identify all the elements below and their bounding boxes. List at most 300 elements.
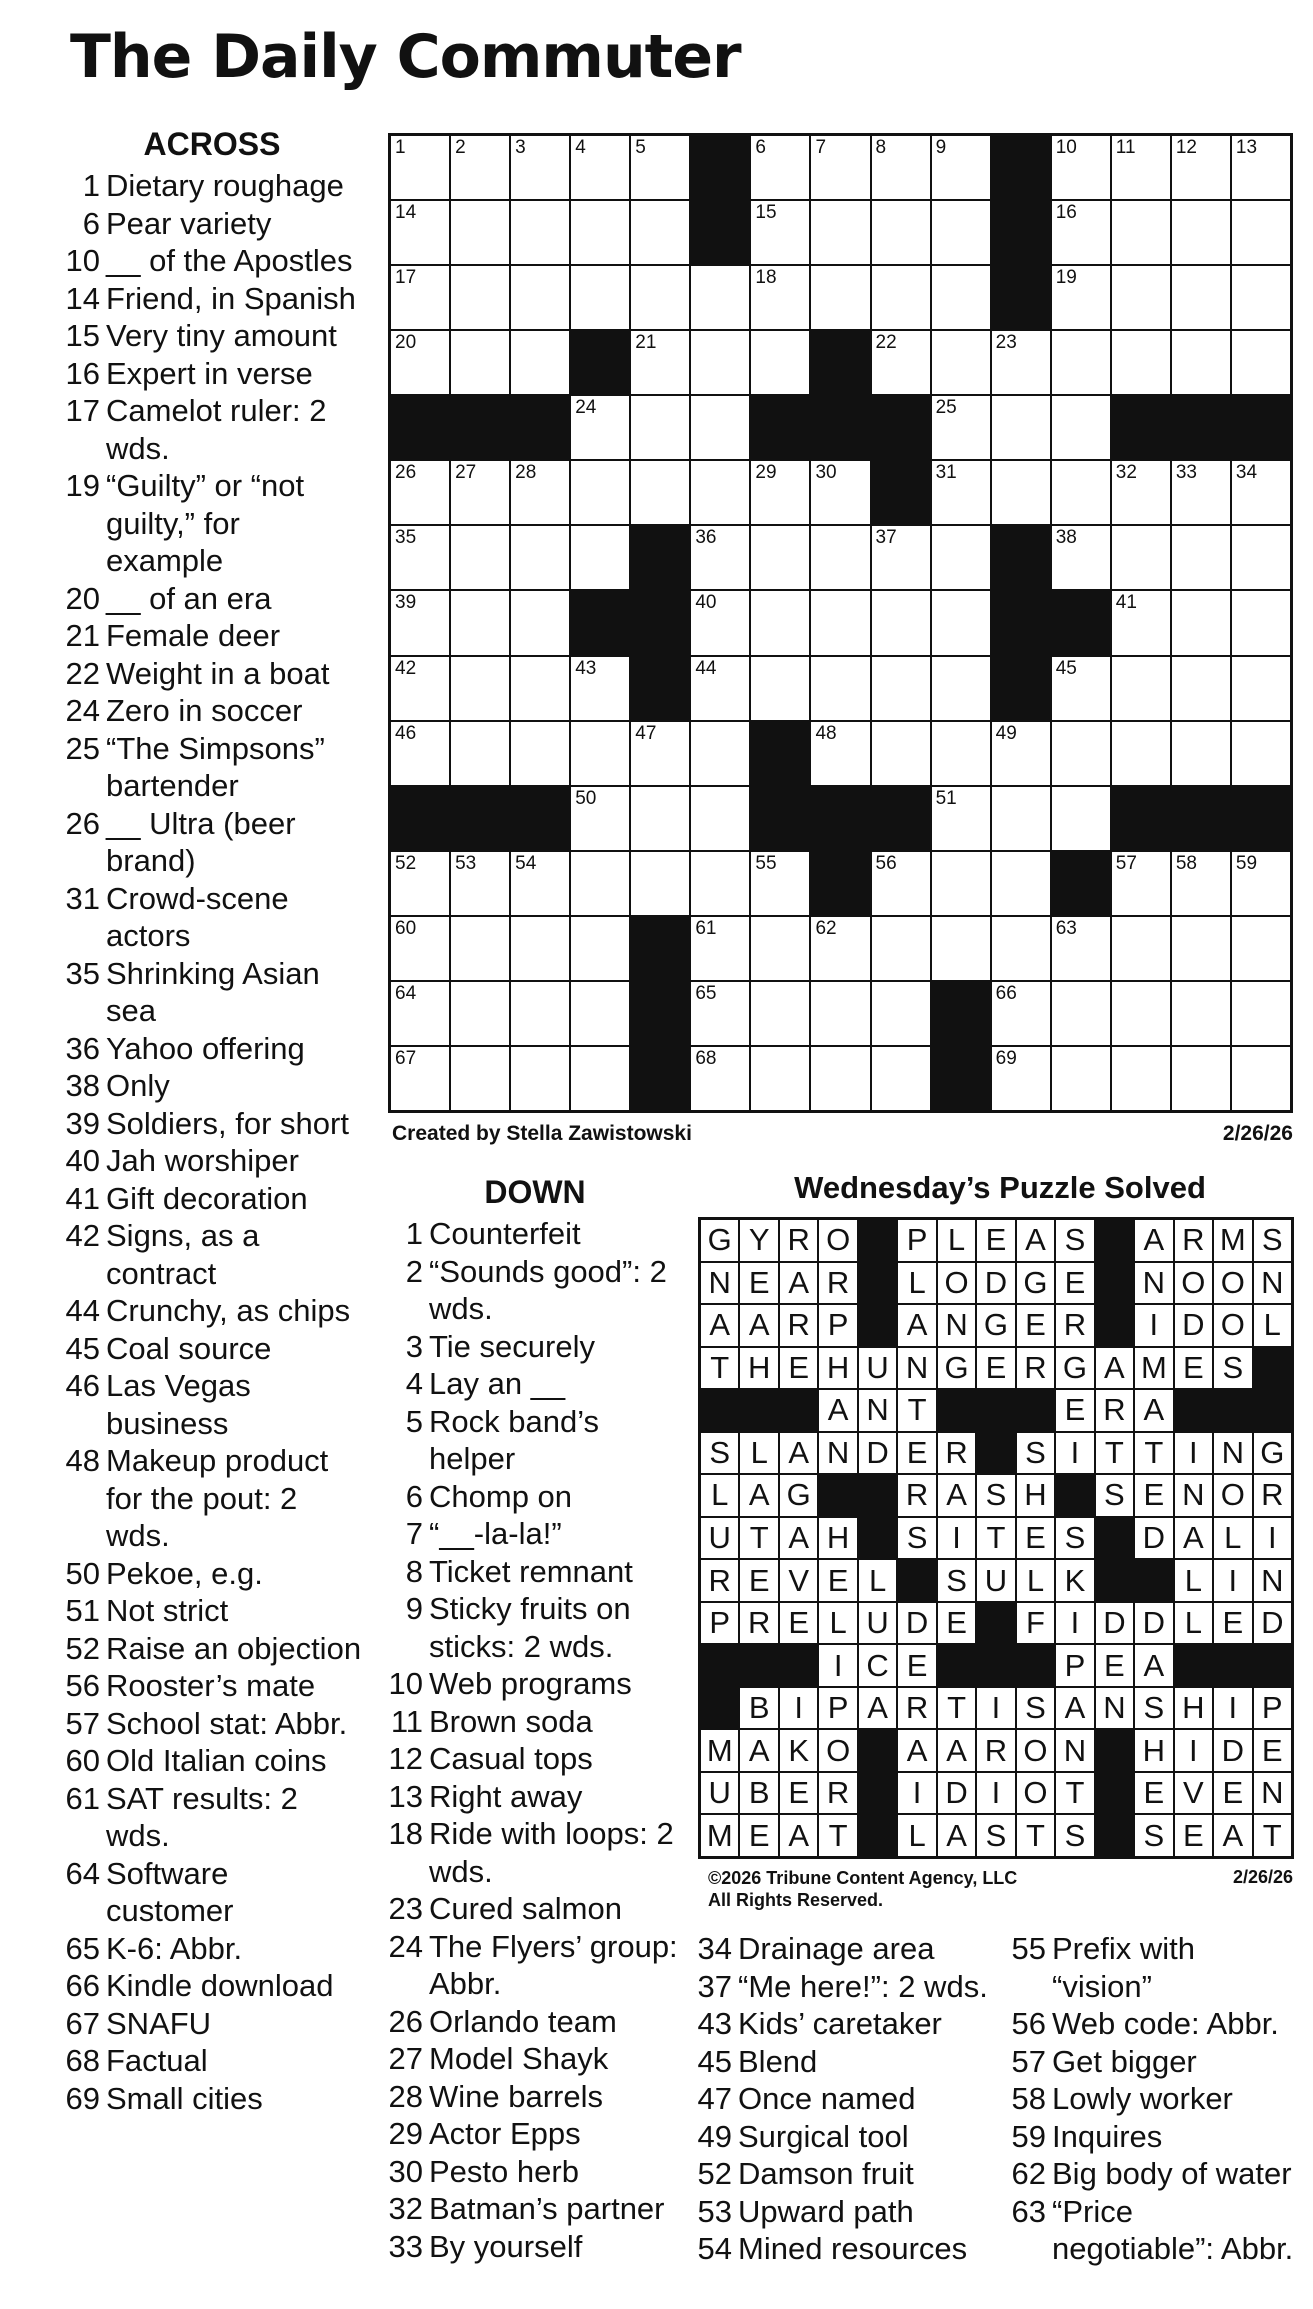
grid-square[interactable]: [451, 657, 509, 720]
grid-square[interactable]: [872, 526, 930, 589]
across-clue-50[interactable]: [62, 1555, 362, 1593]
grid-square[interactable]: [1112, 526, 1170, 589]
grid-square[interactable]: [751, 657, 809, 720]
grid-square[interactable]: [511, 266, 569, 329]
across-clue-21[interactable]: [62, 617, 362, 655]
across-clue-40[interactable]: [62, 1142, 362, 1180]
clue-number: 54: [697, 2231, 732, 2266]
grid-square[interactable]: [1172, 461, 1230, 524]
grid-square[interactable]: [1172, 201, 1230, 264]
grid-square[interactable]: [571, 461, 629, 524]
grid-square[interactable]: [571, 722, 629, 785]
grid-square[interactable]: [451, 201, 509, 264]
grid-square[interactable]: [391, 852, 449, 915]
grid-square[interactable]: [1052, 722, 1110, 785]
grid-square[interactable]: [511, 526, 569, 589]
solution-letter: P: [701, 1603, 738, 1644]
down-clue-2[interactable]: [385, 1253, 685, 1328]
grid-square[interactable]: [571, 396, 629, 459]
clue-text: K-6: Abbr.: [106, 1930, 243, 1966]
across-clue-25[interactable]: [62, 730, 362, 805]
grid-square[interactable]: [1112, 136, 1170, 199]
black-square: [631, 526, 689, 589]
down-clue-9[interactable]: [385, 1590, 685, 1665]
grid-square[interactable]: [1172, 917, 1230, 980]
grid-square[interactable]: [992, 331, 1050, 394]
grid-square[interactable]: [1232, 266, 1290, 329]
grid-square[interactable]: [451, 136, 509, 199]
grid-square[interactable]: [1112, 201, 1170, 264]
grid-square[interactable]: [932, 852, 990, 915]
grid-square[interactable]: [932, 722, 990, 785]
down-clue-23[interactable]: [385, 1890, 685, 1928]
grid-square[interactable]: [511, 722, 569, 785]
across-clue-15[interactable]: [62, 317, 362, 355]
down-clue-3[interactable]: [385, 1328, 685, 1366]
down-clue-32[interactable]: [385, 2190, 685, 2228]
grid-square[interactable]: [451, 982, 509, 1045]
grid-square[interactable]: [1232, 201, 1290, 264]
across-clue-44[interactable]: [62, 1292, 362, 1330]
grid-square[interactable]: [511, 657, 569, 720]
down-clue-5[interactable]: [385, 1403, 685, 1478]
across-clue-52[interactable]: [62, 1630, 362, 1668]
down-clue-1[interactable]: [385, 1215, 685, 1253]
grid-square[interactable]: [751, 461, 809, 524]
across-clue-48[interactable]: [62, 1442, 362, 1555]
down-clue-29[interactable]: [385, 2115, 685, 2153]
grid-square[interactable]: [1232, 1047, 1290, 1110]
down-clue-6[interactable]: [385, 1478, 685, 1516]
grid-square[interactable]: [872, 331, 930, 394]
grid-square[interactable]: [511, 917, 569, 980]
down-clue-59[interactable]: [1008, 2118, 1298, 2156]
down-clue-47[interactable]: [694, 2080, 994, 2118]
grid-square[interactable]: [571, 266, 629, 329]
across-clue-46[interactable]: [62, 1367, 362, 1442]
grid-square[interactable]: [1052, 917, 1110, 980]
grid-square[interactable]: [751, 982, 809, 1045]
grid-square[interactable]: [391, 331, 449, 394]
grid-square[interactable]: [571, 917, 629, 980]
grid-square[interactable]: [691, 917, 749, 980]
grid-square[interactable]: [992, 722, 1050, 785]
grid-square[interactable]: [811, 657, 869, 720]
down-clue-62[interactable]: [1008, 2155, 1298, 2193]
grid-square[interactable]: [1232, 136, 1290, 199]
grid-square[interactable]: [1112, 722, 1170, 785]
grid-square[interactable]: [451, 852, 509, 915]
grid-square[interactable]: [751, 201, 809, 264]
grid-square[interactable]: [1112, 461, 1170, 524]
solution-letter: M: [1214, 1220, 1251, 1261]
down-clue-4[interactable]: [385, 1365, 685, 1403]
down-clue-28[interactable]: [385, 2078, 685, 2116]
grid-square[interactable]: [932, 787, 990, 850]
down-clue-30[interactable]: [385, 2153, 685, 2191]
grid-square[interactable]: [1052, 982, 1110, 1045]
solution-letter: U: [977, 1560, 1014, 1601]
grid-square[interactable]: [1172, 982, 1230, 1045]
grid-square[interactable]: [691, 331, 749, 394]
grid-square[interactable]: [811, 982, 869, 1045]
grid-square[interactable]: [511, 136, 569, 199]
grid-square[interactable]: [1232, 526, 1290, 589]
across-clue-31[interactable]: [62, 880, 362, 955]
grid-square[interactable]: [811, 1047, 869, 1110]
grid-square[interactable]: [811, 591, 869, 654]
grid-square[interactable]: [691, 396, 749, 459]
grid-square[interactable]: [992, 917, 1050, 980]
grid-square[interactable]: [1052, 331, 1110, 394]
grid-square[interactable]: [391, 982, 449, 1045]
solution-letter: L: [1254, 1305, 1291, 1346]
grid-square[interactable]: [1052, 657, 1110, 720]
grid-square[interactable]: [631, 722, 689, 785]
down-clue-27[interactable]: [385, 2040, 685, 2078]
grid-square[interactable]: [811, 266, 869, 329]
crossword-grid[interactable]: [388, 133, 1293, 1113]
grid-square[interactable]: [511, 852, 569, 915]
across-clue-17[interactable]: [62, 392, 362, 467]
across-clue-6[interactable]: [62, 205, 362, 243]
down-clue-26[interactable]: [385, 2003, 685, 2041]
grid-square[interactable]: [811, 917, 869, 980]
down-clue-11[interactable]: [385, 1703, 685, 1741]
grid-square[interactable]: [992, 396, 1050, 459]
grid-square[interactable]: [691, 526, 749, 589]
down-clue-53[interactable]: [694, 2193, 994, 2231]
across-clue-57[interactable]: [62, 1705, 362, 1743]
across-clue-61[interactable]: [62, 1780, 362, 1855]
down-clue-13[interactable]: [385, 1778, 685, 1816]
solution-letter: R: [1175, 1220, 1212, 1261]
grid-square[interactable]: [451, 266, 509, 329]
grid-square[interactable]: [992, 982, 1050, 1045]
grid-square[interactable]: [631, 331, 689, 394]
down-clue-33[interactable]: [385, 2228, 685, 2266]
grid-square[interactable]: [1232, 591, 1290, 654]
grid-square[interactable]: [932, 461, 990, 524]
grid-square[interactable]: [932, 526, 990, 589]
grid-square[interactable]: [751, 331, 809, 394]
clue-text: Weight in a boat: [106, 655, 330, 691]
square-number: 26: [395, 462, 417, 484]
grid-square[interactable]: [631, 461, 689, 524]
grid-square[interactable]: [631, 787, 689, 850]
down-clue-34[interactable]: [694, 1930, 994, 1968]
clue-text: Old Italian coins: [106, 1743, 327, 1778]
grid-square[interactable]: [811, 722, 869, 785]
across-clue-24[interactable]: [62, 692, 362, 730]
grid-square[interactable]: [1172, 1047, 1230, 1110]
across-clue-41[interactable]: [62, 1180, 362, 1218]
grid-square[interactable]: [451, 722, 509, 785]
down-clue-10[interactable]: [385, 1665, 685, 1703]
grid-square[interactable]: [391, 591, 449, 654]
grid-square[interactable]: [872, 201, 930, 264]
grid-square[interactable]: [932, 266, 990, 329]
grid-square[interactable]: [992, 787, 1050, 850]
grid-square[interactable]: [811, 201, 869, 264]
grid-square[interactable]: [1052, 461, 1110, 524]
grid-square[interactable]: [391, 526, 449, 589]
down-clue-24[interactable]: [385, 1928, 685, 2003]
across-clue-20[interactable]: [62, 580, 362, 618]
across-clue-16[interactable]: [62, 355, 362, 393]
grid-square[interactable]: [391, 1047, 449, 1110]
across-clue-22[interactable]: [62, 655, 362, 693]
grid-square[interactable]: [1232, 657, 1290, 720]
grid-square[interactable]: [511, 982, 569, 1045]
square-number: 20: [395, 332, 417, 354]
across-clue-51[interactable]: [62, 1592, 362, 1630]
grid-square[interactable]: [691, 591, 749, 654]
clue-text: Jah worshiper: [106, 1143, 299, 1178]
down-clue-37[interactable]: [694, 1968, 994, 2006]
grid-square[interactable]: [1112, 982, 1170, 1045]
grid-square[interactable]: [932, 591, 990, 654]
clue-number: 40: [65, 1143, 100, 1178]
grid-square[interactable]: [391, 461, 449, 524]
grid-square[interactable]: [932, 396, 990, 459]
grid-square[interactable]: [1172, 266, 1230, 329]
grid-square[interactable]: [1112, 266, 1170, 329]
grid-square[interactable]: [511, 591, 569, 654]
grid-square[interactable]: [631, 201, 689, 264]
grid-square[interactable]: [391, 201, 449, 264]
clue-number: 26: [388, 2003, 423, 2039]
grid-square[interactable]: [511, 461, 569, 524]
grid-square[interactable]: [451, 331, 509, 394]
down-clue-43[interactable]: [694, 2005, 994, 2043]
down-clue-56[interactable]: [1008, 2005, 1298, 2043]
down-clue-52[interactable]: [694, 2155, 994, 2193]
grid-square[interactable]: [631, 396, 689, 459]
across-clue-65[interactable]: [62, 1930, 362, 1968]
clue-number: 8: [405, 1553, 423, 1589]
grid-square[interactable]: [1172, 526, 1230, 589]
across-clue-35[interactable]: [62, 955, 362, 1030]
black-square: [780, 1645, 817, 1686]
grid-square[interactable]: [932, 917, 990, 980]
grid-square[interactable]: [571, 852, 629, 915]
grid-square[interactable]: [631, 136, 689, 199]
grid-square[interactable]: [751, 266, 809, 329]
grid-square[interactable]: [1172, 852, 1230, 915]
grid-square[interactable]: [872, 591, 930, 654]
across-clue-26[interactable]: [62, 805, 362, 880]
grid-square[interactable]: [511, 201, 569, 264]
across-clue-45[interactable]: [62, 1330, 362, 1368]
grid-square[interactable]: [1112, 852, 1170, 915]
clue-number: 30: [388, 2153, 423, 2189]
clue-text: Camelot ruler: 2 wds.: [106, 393, 327, 466]
solution-letter: L: [1017, 1560, 1054, 1601]
grid-square[interactable]: [571, 657, 629, 720]
grid-square[interactable]: [751, 526, 809, 589]
grid-square[interactable]: [391, 722, 449, 785]
across-clue-60[interactable]: [62, 1742, 362, 1780]
grid-square[interactable]: [1052, 526, 1110, 589]
clue-number: 60: [65, 1743, 100, 1778]
grid-square[interactable]: [811, 526, 869, 589]
grid-square[interactable]: [1172, 136, 1230, 199]
across-clue-10[interactable]: [62, 242, 362, 280]
grid-square[interactable]: [1052, 787, 1110, 850]
across-clue-14[interactable]: [62, 280, 362, 318]
solution-letter: I: [1214, 1560, 1251, 1601]
grid-square[interactable]: [751, 136, 809, 199]
solution-letter: A: [1017, 1220, 1054, 1261]
grid-square[interactable]: [872, 852, 930, 915]
across-clue-68[interactable]: [62, 2042, 362, 2080]
grid-square[interactable]: [1232, 461, 1290, 524]
clue-text: Batman’s partner: [429, 2191, 665, 2226]
grid-square[interactable]: [1172, 331, 1230, 394]
grid-square[interactable]: [992, 852, 1050, 915]
grid-square[interactable]: [1232, 852, 1290, 915]
grid-square[interactable]: [391, 657, 449, 720]
grid-square[interactable]: [451, 461, 509, 524]
across-clue-39[interactable]: [62, 1105, 362, 1143]
down-clue-7[interactable]: [385, 1515, 685, 1553]
down-clue-57[interactable]: [1008, 2043, 1298, 2081]
grid-square[interactable]: [1052, 201, 1110, 264]
grid-square[interactable]: [872, 657, 930, 720]
grid-square[interactable]: [691, 982, 749, 1045]
grid-square[interactable]: [1052, 1047, 1110, 1110]
grid-square[interactable]: [1112, 917, 1170, 980]
grid-square[interactable]: [691, 266, 749, 329]
grid-square[interactable]: [391, 136, 449, 199]
across-clue-64[interactable]: [62, 1855, 362, 1930]
across-clue-42[interactable]: [62, 1217, 362, 1292]
down-clue-54[interactable]: [694, 2230, 994, 2268]
square-number: 42: [395, 657, 417, 679]
grid-square[interactable]: [932, 136, 990, 199]
solution-letter: R: [1096, 1390, 1133, 1431]
down-clue-45[interactable]: [694, 2043, 994, 2081]
grid-square[interactable]: [691, 657, 749, 720]
grid-square[interactable]: [511, 1047, 569, 1110]
grid-square[interactable]: [451, 1047, 509, 1110]
grid-square[interactable]: [1112, 331, 1170, 394]
down-clue-12[interactable]: [385, 1740, 685, 1778]
grid-square[interactable]: [751, 1047, 809, 1110]
solution-letter: R: [819, 1263, 856, 1304]
across-clue-38[interactable]: [62, 1067, 362, 1105]
grid-square[interactable]: [571, 982, 629, 1045]
grid-square[interactable]: [571, 1047, 629, 1110]
grid-square[interactable]: [391, 266, 449, 329]
solution-letter: R: [898, 1688, 935, 1729]
grid-square[interactable]: [571, 201, 629, 264]
solution-letter: I: [1175, 1730, 1212, 1771]
grid-square[interactable]: [1232, 982, 1290, 1045]
grid-square[interactable]: [872, 136, 930, 199]
down-clue-63[interactable]: [1008, 2193, 1298, 2268]
solution-letter: A: [780, 1433, 817, 1474]
black-square: [811, 331, 869, 394]
grid-square[interactable]: [691, 722, 749, 785]
across-clue-1[interactable]: [62, 167, 362, 205]
grid-square[interactable]: [872, 982, 930, 1045]
solution-letter: I: [1135, 1305, 1172, 1346]
grid-square[interactable]: [511, 331, 569, 394]
grid-square[interactable]: [571, 526, 629, 589]
down-clue-58[interactable]: [1008, 2080, 1298, 2118]
grid-square[interactable]: [751, 917, 809, 980]
grid-square[interactable]: [872, 1047, 930, 1110]
clue-text: Very tiny amount: [106, 318, 337, 353]
across-clue-69[interactable]: [62, 2080, 362, 2118]
down-clue-49[interactable]: [694, 2118, 994, 2156]
grid-square[interactable]: [631, 852, 689, 915]
grid-square[interactable]: [1052, 266, 1110, 329]
grid-square[interactable]: [1172, 591, 1230, 654]
black-square: [992, 657, 1050, 720]
down-clue-18[interactable]: [385, 1815, 685, 1890]
down-clue-55[interactable]: [1008, 1930, 1298, 2005]
grid-square[interactable]: [1112, 1047, 1170, 1110]
across-clue-67[interactable]: [62, 2005, 362, 2043]
across-clue-66[interactable]: [62, 1967, 362, 2005]
grid-square[interactable]: [872, 917, 930, 980]
grid-square[interactable]: [751, 852, 809, 915]
grid-square[interactable]: [1052, 396, 1110, 459]
down-clue-8[interactable]: [385, 1553, 685, 1591]
grid-square[interactable]: [992, 1047, 1050, 1110]
grid-square[interactable]: [872, 266, 930, 329]
grid-square[interactable]: [451, 526, 509, 589]
grid-square[interactable]: [1112, 591, 1170, 654]
grid-square[interactable]: [451, 917, 509, 980]
grid-square[interactable]: [811, 461, 869, 524]
square-number: 6: [755, 137, 766, 158]
clue-number: 10: [388, 1666, 423, 1701]
grid-square[interactable]: [1052, 136, 1110, 199]
grid-square[interactable]: [451, 591, 509, 654]
grid-square[interactable]: [932, 201, 990, 264]
grid-square[interactable]: [691, 461, 749, 524]
grid-square[interactable]: [691, 787, 749, 850]
grid-square[interactable]: [751, 591, 809, 654]
grid-square[interactable]: [1232, 917, 1290, 980]
grid-square[interactable]: [992, 461, 1050, 524]
grid-square[interactable]: [691, 1047, 749, 1110]
grid-square[interactable]: [1232, 722, 1290, 785]
grid-square[interactable]: [571, 136, 629, 199]
grid-square[interactable]: [811, 136, 869, 199]
grid-square[interactable]: [571, 787, 629, 850]
grid-square[interactable]: [1112, 657, 1170, 720]
grid-square[interactable]: [1172, 657, 1230, 720]
grid-square[interactable]: [1172, 722, 1230, 785]
across-clue-56[interactable]: [62, 1667, 362, 1705]
grid-square[interactable]: [391, 917, 449, 980]
grid-square[interactable]: [1232, 331, 1290, 394]
grid-square[interactable]: [932, 331, 990, 394]
across-clue-36[interactable]: [62, 1030, 362, 1068]
black-square: [631, 657, 689, 720]
solution-letter: D: [859, 1433, 896, 1474]
grid-square[interactable]: [631, 266, 689, 329]
grid-square[interactable]: [932, 657, 990, 720]
grid-square[interactable]: [872, 722, 930, 785]
grid-square[interactable]: [691, 852, 749, 915]
across-clue-19[interactable]: [62, 467, 362, 580]
